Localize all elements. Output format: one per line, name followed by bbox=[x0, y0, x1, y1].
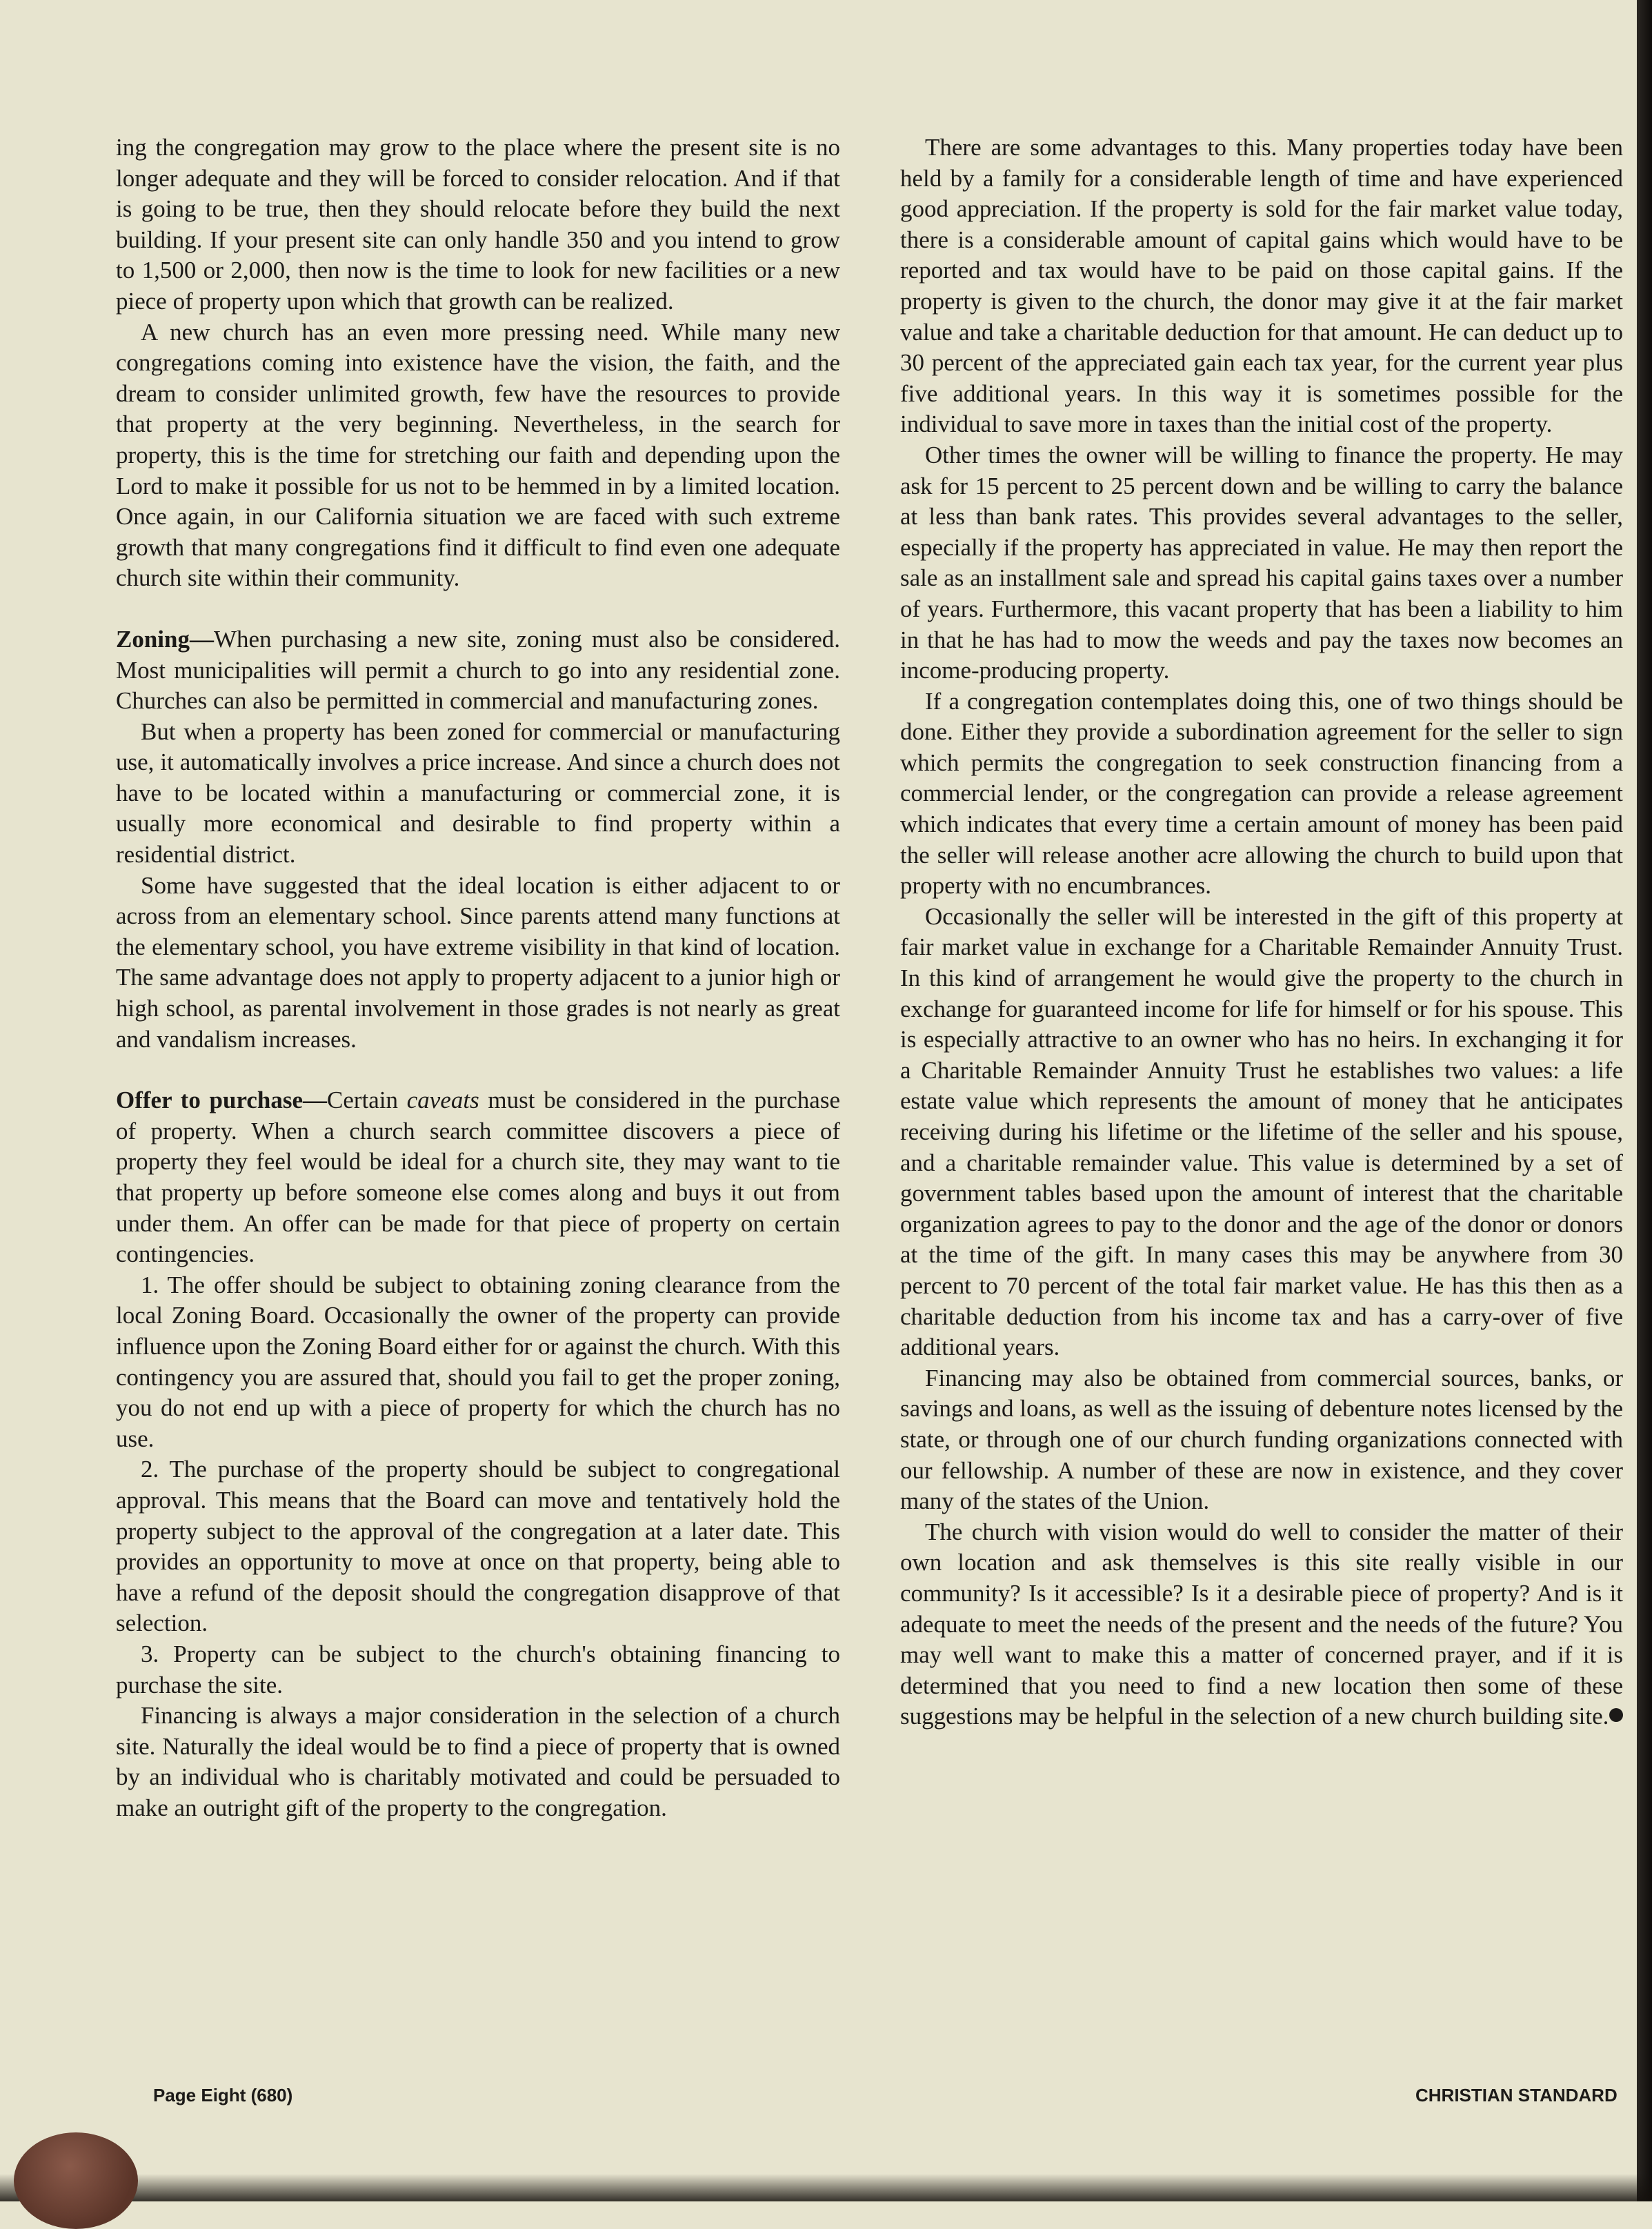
left-column bbox=[116, 132, 840, 1823]
section-text: must be considered in the purchase of property. When a church search committee discovers a piece of property they feel would be ideal for a church site, they may want to tie that property up before someone else comes along and buys it out from under them. An offer can be made for that piece of property on certain contingencies. bbox=[116, 1087, 840, 1268]
right-column bbox=[900, 132, 1623, 1732]
paragraph: If a congregation contemplates doing this, one of two things should be done. Either they provide a subordination agreement for the seller to sign which permits the congregation to seek construction financing from a commercial lender, or the congregation can provide a release agreement which indicates that every time a certain amount of money has been paid the seller will release another acre allowing the church to build upon that property with no encumbrances. bbox=[900, 687, 1623, 900]
publication-name: CHRISTIAN STANDARD bbox=[1415, 2085, 1618, 2106]
paragraph: Occasionally the seller will be interested in the gift of this property at fair market value in exchange for a Charitable Remainder Annuity Trust. In this kind of arrangement he would give the property to the church in exchange for guaranteed income for life for himself or for his spouse. This is especially attractive to an owner who has no heirs. In exchanging it for a Charitable Remainder Annuity Trust he establishes two values: a life estate value which represents the amount of money that he anticipates receiving during his lifetime or the lifetime of the seller and his spouse, and a charitable remainder value. This value is determined by a set of government tables based upon the amount of interest that the charitable organization agrees to pay to the donor and the age of the donor or donors at the time of the gift. In many cases this may be anywhere from 30 percent to 70 percent of the total fair market value. He has this then as a charitable deduction from his income tax and has a carry-over of five additional years. bbox=[900, 902, 1623, 1361]
list-item: 2. The purchase of the property should be subject to congregational approval. This means that the Board can move and tentatively hold the property subject to the approval of the congregation at a later date. This provides an opportunity to move at once on that property, being able to have a refund of the deposit should the congregation disapprove of that selection. bbox=[116, 1456, 840, 1637]
thumb-shape bbox=[14, 2132, 138, 2229]
bottom-shadow bbox=[0, 2174, 1652, 2201]
section-heading: Zoning— bbox=[116, 625, 214, 653]
paragraph: A new church has an even more pressing need. While many new congregations coming into existence have the vision, the faith, and the dream to consider unlimited growth, few have the resources to provide that property at the very beginning. Nevertheless, in the search for property, this is the time for stretching our faith and depending upon the Lord to make it possible for us not to be hemmed in by a limited location. Once again, in our California situation we are faced with such extreme growth that many congregations find it difficult to find even one adequate church site within their community. bbox=[116, 318, 840, 592]
paragraph: Some have suggested that the ideal location is either adjacent to or across from an elementary school. Since parents attend many functions at the elementary school, you have extreme visibility in that kind of location. The same advantage does not apply to property adjacent to a junior high or high school, as parental involvement in those grades is not nearly as great and vandalism increases. bbox=[116, 871, 840, 1053]
section-heading: Offer to purchase— bbox=[116, 1087, 328, 1114]
section-text: When purchasing a new site, zoning must also be considered. Most municipalities will permit a church to go into any residential zone. Churches can also be permitted in commercial and manufacturing zones. bbox=[116, 625, 840, 715]
zoning-section bbox=[116, 624, 840, 717]
list-item: 3. Property can be subject to the church's obtaining financing to purchase the site. bbox=[116, 1640, 840, 1698]
section-text: Certain bbox=[327, 1087, 407, 1114]
paragraph: There are some advantages to this. Many properties today have been held by a family for a considerable length of time and have experienced good appreciation. If the property is sold for the fair market value today, there is a considerable amount of capital gains which would have to be reported and tax would have to be paid on those capital gains. If the property is given to the church, the donor may give it at the fair market value and take a charitable deduction for that amount. He can deduct up to 30 percent of the appreciated gain each tax year, for the current year plus five additional years. In this way it is sometimes possible for the individual to save more in taxes than the initial cost of the property. bbox=[900, 134, 1623, 438]
end-mark-icon bbox=[1609, 1708, 1623, 1722]
paragraph: Other times the owner will be willing to finance the property. He may ask for 15 percent to 25 percent down and be willing to carry the balance at less than bank rates. This provides several advantages to the seller, especially if the property has appreciated in value. He may then report the sale as an installment sale and spread his capital gains taxes over a number of years. Furthermore, this vacant property that has been a liability to him in that he has had to mow the weeds and pay the taxes now becomes an income-producing property. bbox=[900, 441, 1623, 684]
offer-section bbox=[116, 1085, 840, 1270]
list-item: 1. The offer should be subject to obtaining zoning clearance from the local Zoning Board. Occasionally the owner of the property can provide influence upon the Zoning Board either for or against the church. With this contingency you are assured that, should you fail to get the proper zoning, you do not end up with a piece of property for which the church has no use. bbox=[116, 1271, 840, 1452]
page-edge bbox=[1637, 0, 1652, 2201]
paragraph: Financing is always a major consideration in the selection of a church site. Naturally the ideal would be to find a piece of property that is owned by an individual who is charitably motivated and could be persuaded to make an outright gift of the property to the congregation. bbox=[116, 1702, 840, 1821]
paragraph: ing the congregation may grow to the place where the present site is no longer adequate and they will be forced to consider relocation. And if that is going to be true, then they should relocate before they build the next building. If your present site can only handle 350 and you intend to grow to 1,500 or 2,000, then now is the time to look for new facilities or a new piece of property upon which that growth can be realized. bbox=[116, 134, 840, 315]
paragraph: But when a property has been zoned for commercial or manufacturing use, it automatically involves a price increase. And since a church does not have to be located within a manufacturing or commercial zone, it is usually more economical and desirable to find property within a residential district. bbox=[116, 717, 840, 869]
emphasis-text: caveats bbox=[406, 1087, 479, 1114]
closing-text: The church with vision would do well to consider the matter of their own location and ask themselves is this site really visible in our community? Is it accessible? Is it a desirable piece of property? And is it adequate to meet the needs of the present and the needs of the future? You may well want to make this a matter of concerned prayer, and if it is determined that you need to find a new location then some of these suggestions may be helpful in the selection of a new church building site. bbox=[900, 1518, 1623, 1730]
page-number: Page Eight (680) bbox=[153, 2085, 293, 2106]
paragraph bbox=[900, 1517, 1623, 1732]
paragraph: Financing may also be obtained from commercial sources, banks, or savings and loans, as well as the issuing of debenture notes licensed by the state, or through one of our church funding organizations connected with our fellowship. A number of these are now in existence, and they cover many of the states of the Union. bbox=[900, 1364, 1623, 1515]
